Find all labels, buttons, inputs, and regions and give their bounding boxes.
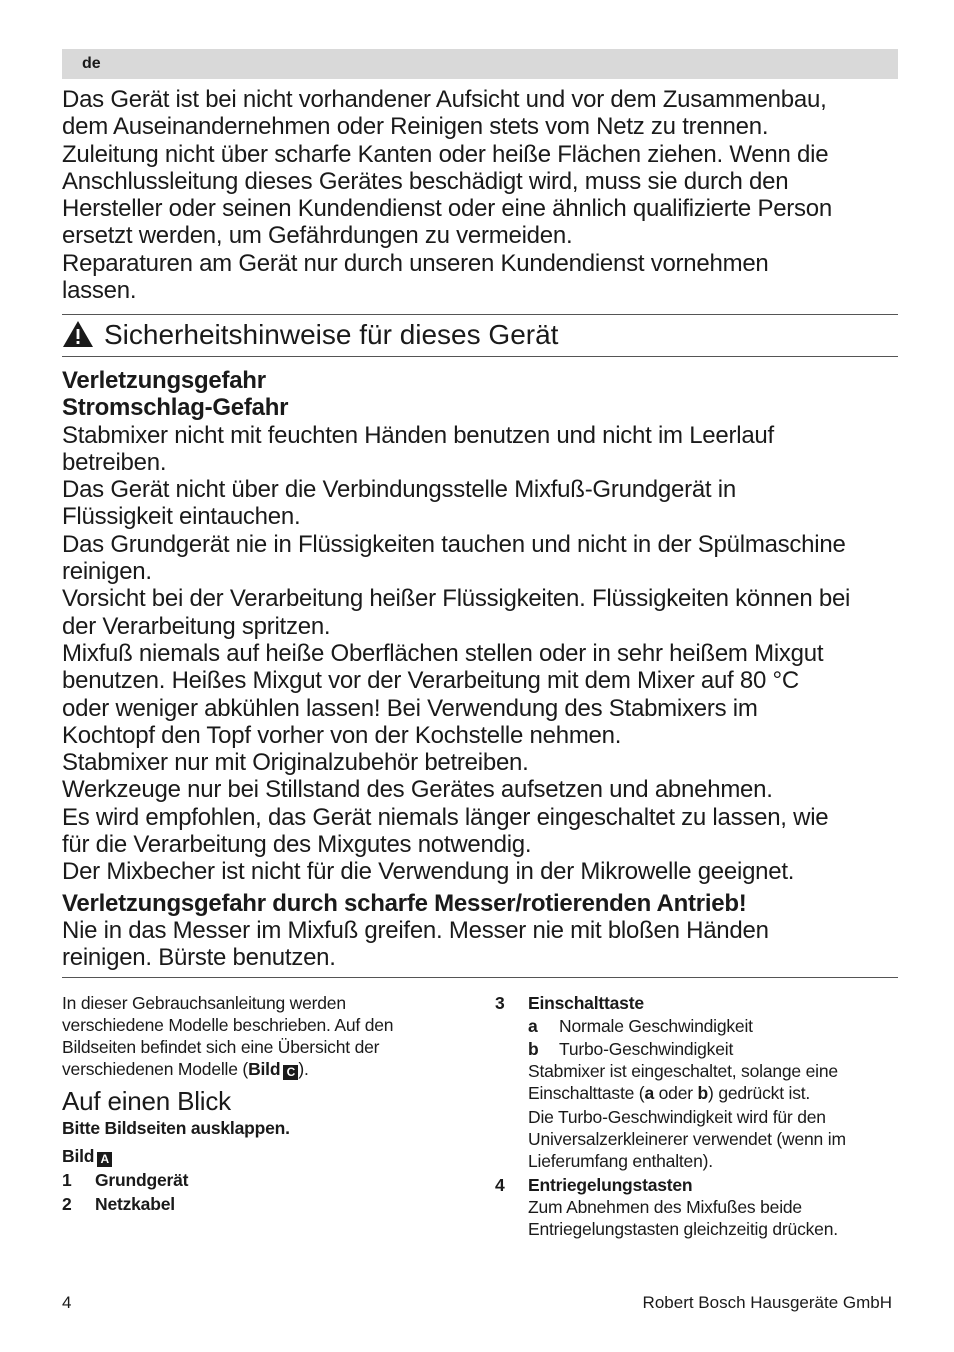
intro-line: Hersteller oder seinen Kundendienst oder eine ähnlich qualifizierte Person [62, 195, 832, 223]
safety-line: Nie in das Messer im Mixfuß greifen. Messer nie mit bloßen Händen [62, 916, 769, 944]
safety-line: benutzen. Heißes Mixgut vor der Verarbeitung mit dem Mixer auf 80 °C [62, 667, 799, 695]
bild-reference: Bild [248, 1059, 281, 1079]
list-item [495, 992, 915, 1014]
intro-paragraph [62, 86, 902, 304]
intro-line: lassen. [62, 277, 137, 305]
models-note-line: Bildseiten befindet sich eine Übersicht der [62, 1037, 380, 1057]
item-description: Lieferumfang enthalten). [528, 1151, 713, 1171]
safety-line: Vorsicht bei der Verarbeitung heißer Flüssigkeiten. Flüssigkeiten können bei [62, 585, 851, 613]
models-note-line: verschiedenen Modelle (Bild C ). [62, 1059, 309, 1079]
list-item [495, 1174, 915, 1196]
divider-title-bottom [62, 356, 898, 357]
safety-line: Flüssigkeit eintauchen. [62, 503, 301, 531]
item-label: Entriegelungstasten [528, 1175, 693, 1195]
language-tag-bar [62, 49, 898, 79]
intro-line: Reparaturen am Gerät nur durch unseren Kundendienst vornehmen [62, 249, 769, 277]
sub-item-text: Turbo-Geschwindigkeit [559, 1039, 734, 1059]
sub-item [495, 1015, 915, 1037]
item-description: Universalzerkleinerer verwendet (wenn im [528, 1129, 846, 1149]
company-name: Robert Bosch Hausgeräte GmbH [642, 1293, 892, 1312]
safety-line: der Verarbeitung spritzen. [62, 612, 331, 640]
safety-line: reinigen. Bürste benutzen. [62, 944, 336, 972]
safety-line: reinigen. [62, 558, 152, 586]
warning-triangle-icon [62, 320, 94, 348]
safety-line: Werkzeuge nur bei Stillstand des Gerätes aufsetzen und abnehmen. [62, 776, 773, 804]
page-number: 4 [62, 1293, 72, 1312]
models-note-line: verschiedene Modelle beschrieben. Auf den [62, 1015, 394, 1035]
right-column [495, 992, 915, 1240]
item-label: Grundgerät [95, 1170, 189, 1190]
intro-line: Das Gerät ist bei nicht vorhandener Aufsicht und vor dem Zusammenbau, [62, 86, 827, 113]
figure-letter-badge: A [97, 1152, 112, 1167]
bild-label: Bild A [62, 1145, 457, 1167]
safety-line: oder weniger abkühlen lassen! Bei Verwendung des Stabmixers im [62, 694, 758, 722]
heading-sharp-blades: Verletzungsgefahr durch scharfe Messer/rotierenden Antrieb! [62, 889, 747, 917]
safety-line: Der Mixbecher ist nicht für die Verwendung in der Mikrowelle geeignet. [62, 858, 795, 886]
item-number: 2 [62, 1194, 72, 1214]
safety-line: Stabmixer nicht mit feuchten Händen benutzen und nicht im Leerlauf [62, 421, 774, 449]
item-description: Die Turbo-Geschwindigkeit wird für den [528, 1107, 826, 1127]
list-item [62, 1169, 457, 1191]
list-item [62, 1193, 457, 1215]
item-description: Stabmixer ist eingeschaltet, solange eine [528, 1061, 838, 1081]
divider-bottom [62, 977, 898, 978]
section-title: Auf einen Blick [62, 1086, 231, 1116]
item-description: Entriegelungstasten gleichzeitig drücken. [528, 1219, 838, 1239]
sub-item-letter: b [528, 1039, 539, 1059]
models-note-line: In dieser Gebrauchsanleitung werden [62, 993, 346, 1013]
intro-line: ersetzt werden, um Gefährdungen zu vermeiden. [62, 222, 573, 250]
safety-section-title [62, 318, 898, 352]
left-column [62, 992, 457, 1215]
item-number: 1 [62, 1170, 72, 1190]
safety-line: für die Verarbeitung des Mixgutes notwendig. [62, 831, 532, 859]
safety-line: Kochtopf den Topf vorher von der Kochstelle nehmen. [62, 721, 622, 749]
intro-line: Zuleitung nicht über scharfe Kanten oder heiße Flächen ziehen. Wenn die [62, 140, 829, 168]
item-label: Netzkabel [95, 1194, 175, 1214]
safety-line: Mixfuß niemals auf heiße Oberflächen stellen oder in sehr heißem Mixgut [62, 639, 824, 667]
item-number: 3 [495, 993, 505, 1013]
safety-line: Das Grundgerät nie in Flüssigkeiten tauchen und nicht in der Spülmaschine [62, 530, 846, 558]
item-description: Zum Abnehmen des Mixfußes beide [528, 1197, 802, 1217]
heading-injury-risk: Verletzungsgefahr [62, 367, 266, 394]
divider-top [62, 314, 898, 315]
safety-content [62, 367, 902, 972]
safety-line: Es wird empfohlen, das Gerät niemals länger eingeschaltet zu lassen, wie [62, 803, 829, 831]
language-tag: de [82, 55, 101, 72]
safety-line: betreiben. [62, 448, 167, 476]
heading-electric-shock: Stromschlag-Gefahr [62, 394, 289, 422]
item-description: Einschalttaste (a oder b) gedrückt ist. [528, 1083, 811, 1103]
unfold-note: Bitte Bildseiten ausklappen. [62, 1118, 290, 1138]
sub-item-text: Normale Geschwindigkeit [559, 1016, 753, 1036]
item-number: 4 [495, 1175, 505, 1195]
item-label: Einschalttaste [528, 993, 644, 1013]
intro-line: Anschlussleitung dieses Gerätes beschädigt wird, muss sie durch den [62, 167, 789, 195]
figure-letter-badge: C [283, 1065, 298, 1080]
sub-item-letter: a [528, 1016, 538, 1036]
safety-line: Stabmixer nur mit Originalzubehör betreiben. [62, 749, 529, 777]
intro-line: dem Auseinandernehmen oder Reinigen stets vom Netz zu trennen. [62, 113, 769, 141]
sub-item [495, 1038, 915, 1060]
safety-line: Das Gerät nicht über die Verbindungsstelle Mixfuß-Grundgerät in [62, 476, 736, 504]
safety-title-text: Sicherheitshinweise für dieses Gerät [104, 319, 559, 350]
